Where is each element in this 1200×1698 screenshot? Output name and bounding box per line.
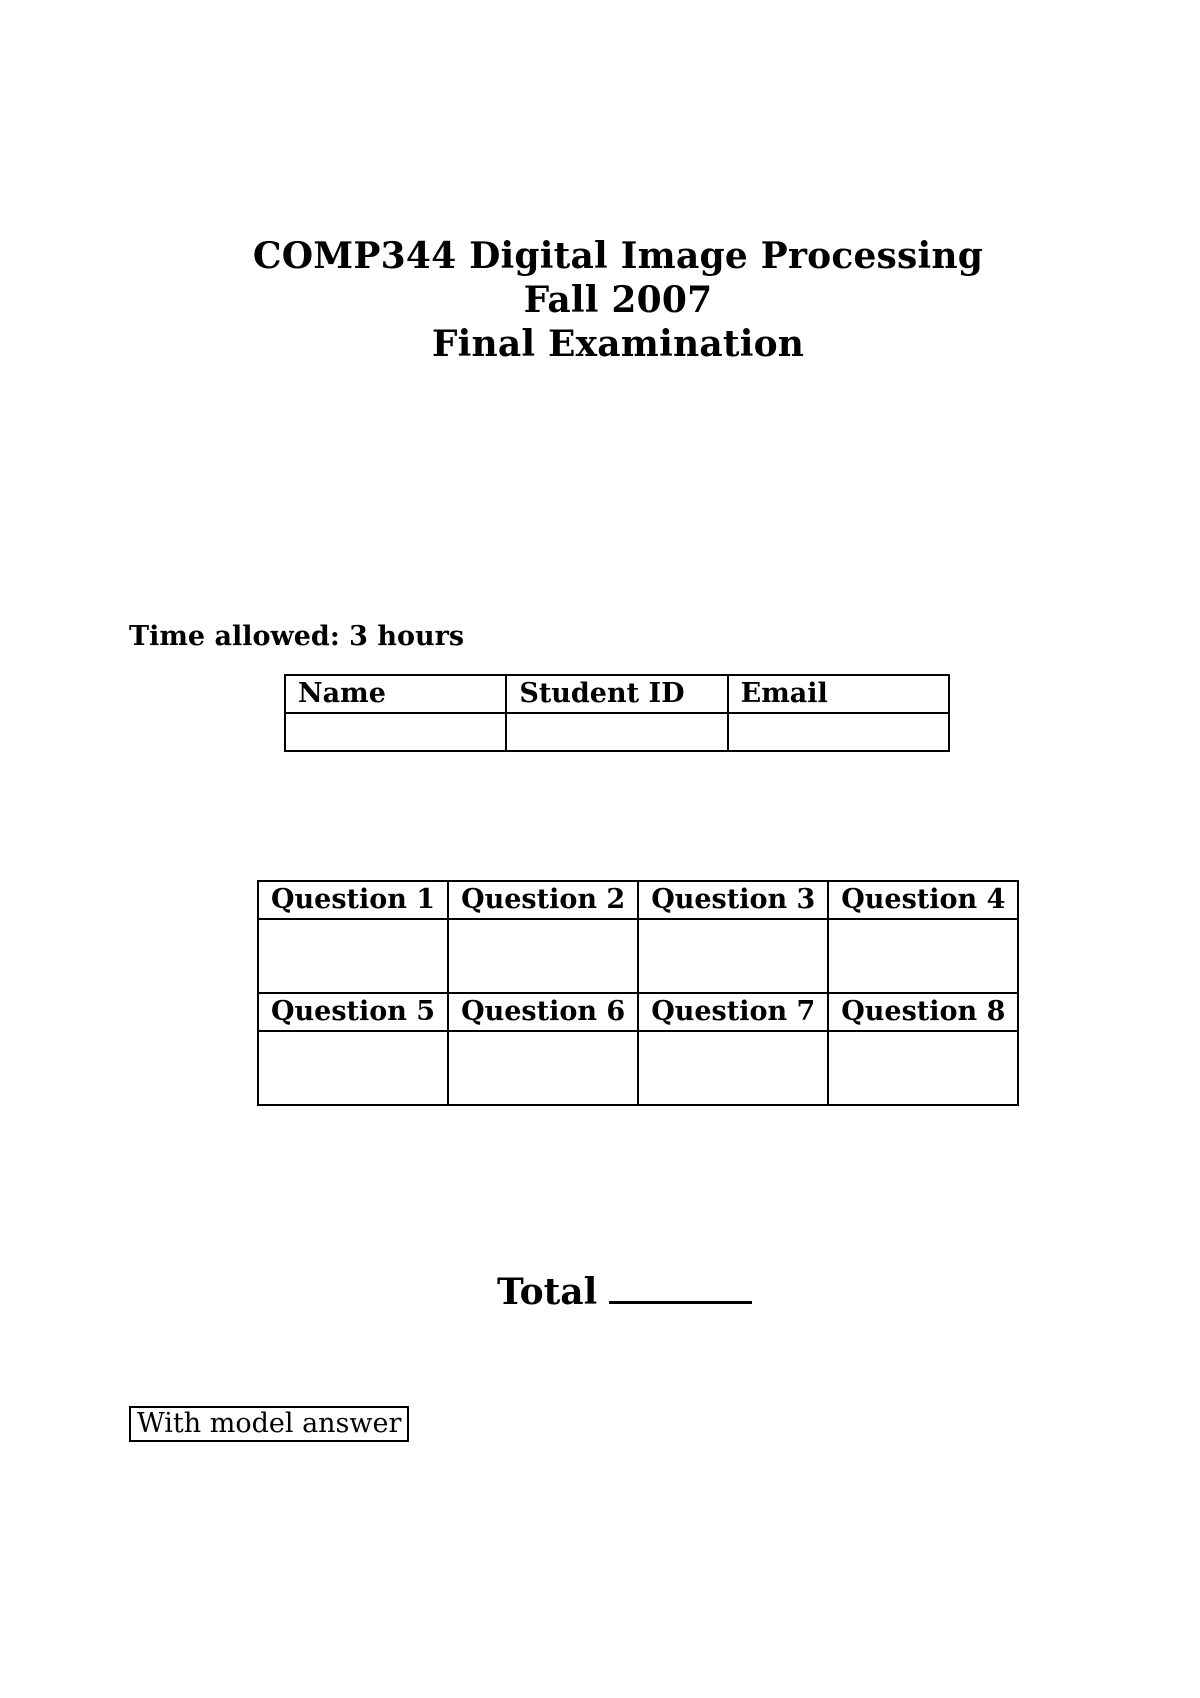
total-blank-line[interactable] [609,1271,752,1304]
name-header: Name [285,675,506,713]
question-8-score[interactable] [828,1031,1018,1105]
question-5-score[interactable] [258,1031,448,1105]
total-label: Total [497,1271,598,1313]
question-4-score[interactable] [828,919,1018,993]
question-2-score[interactable] [448,919,638,993]
question-7-score[interactable] [638,1031,828,1105]
question-3-score[interactable] [638,919,828,993]
question-1-score[interactable] [258,919,448,993]
title-block [0,234,1200,366]
question-8-header: Question 8 [828,993,1018,1031]
email-header: Email [728,675,949,713]
total-section [497,1270,752,1314]
question-6-score[interactable] [448,1031,638,1105]
question-7-header: Question 7 [638,993,828,1031]
question-4-header: Question 4 [828,881,1018,919]
student-info-table [284,674,950,752]
question-1-header: Question 1 [258,881,448,919]
time-allowed: Time allowed: 3 hours [129,621,465,652]
question-6-header: Question 6 [448,993,638,1031]
student-id-field[interactable] [506,713,727,751]
course-title: COMP344 Digital Image Processing [252,235,984,277]
question-2-header: Question 2 [448,881,638,919]
exam-title: Final Examination [431,323,805,365]
question-5-header: Question 5 [258,993,448,1031]
model-answer-box: With model answer [129,1406,409,1442]
score-table [257,880,1019,1106]
term-title: Fall 2007 [523,279,713,321]
email-field[interactable] [728,713,949,751]
name-field[interactable] [285,713,506,751]
student-id-header: Student ID [506,675,727,713]
question-3-header: Question 3 [638,881,828,919]
